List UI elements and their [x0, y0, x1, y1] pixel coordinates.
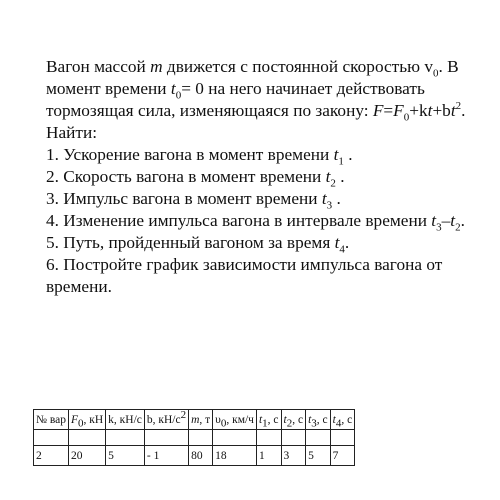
header-variant: № вар	[34, 410, 69, 430]
table-cell	[34, 430, 69, 446]
header-t4: $t_4$, с	[330, 410, 355, 430]
header-f0: $F_0$, кН	[68, 410, 105, 430]
table-cell	[330, 430, 355, 446]
header-t1: $t_1$, с	[256, 410, 281, 430]
cell-t3: 5	[306, 446, 331, 466]
variant-table	[33, 409, 355, 466]
task-6: 6. Постройте график зависимости импульса вагона от времени.	[46, 255, 443, 296]
table-cell	[256, 430, 281, 446]
table-cell	[306, 430, 331, 446]
cell-t1: 1	[256, 446, 281, 466]
cell-b: - 1	[144, 446, 188, 466]
task-5: 5. Путь, пройденный вагоном за время $t_4$.	[46, 233, 350, 256]
problem-text	[46, 56, 486, 298]
cell-f0: 20	[68, 446, 105, 466]
cell-v0: 18	[213, 446, 257, 466]
table-cell	[213, 430, 257, 446]
header-v0: $\upsilon_0$, км/ч	[213, 410, 257, 430]
task-4: 4. Изменение импульса вагона в интервале времени $t_3-t_2$.	[46, 211, 465, 234]
table-cell	[189, 430, 213, 446]
problem-intro: Вагон массой m движется с постоянной скоростью $v_0$. В момент времени $t_0= 0$ на него начинает действовать тормозящая сила, изменяющаяся по закону: $F=F_0+kt+bt^2$. Найти:	[46, 57, 466, 142]
table-header-row	[34, 410, 355, 430]
cell-t4: 7	[330, 446, 355, 466]
task-1: 1. Ускорение вагона в момент времени $t_1$ .	[46, 145, 353, 168]
table-cell	[106, 430, 145, 446]
table-cell	[281, 430, 306, 446]
cell-variant: 2	[34, 446, 69, 466]
task-3: 3. Импульс вагона в момент времени $t_3$ .	[46, 189, 341, 212]
header-t3: $t_3$, с	[306, 410, 331, 430]
table-row-cutoff	[34, 430, 355, 446]
table-row	[34, 446, 355, 466]
cell-t2: 3	[281, 446, 306, 466]
header-mass: m, т	[189, 410, 213, 430]
header-b: b, $кН/с^2$	[144, 410, 188, 430]
table-cell	[144, 430, 188, 446]
header-k: k, кН/с	[106, 410, 145, 430]
table-cell	[68, 430, 105, 446]
header-t2: $t_2$, с	[281, 410, 306, 430]
task-2: 2. Скорость вагона в момент времени $t_2$ .	[46, 167, 345, 190]
cell-mass: 80	[189, 446, 213, 466]
cell-k: 5	[106, 446, 145, 466]
